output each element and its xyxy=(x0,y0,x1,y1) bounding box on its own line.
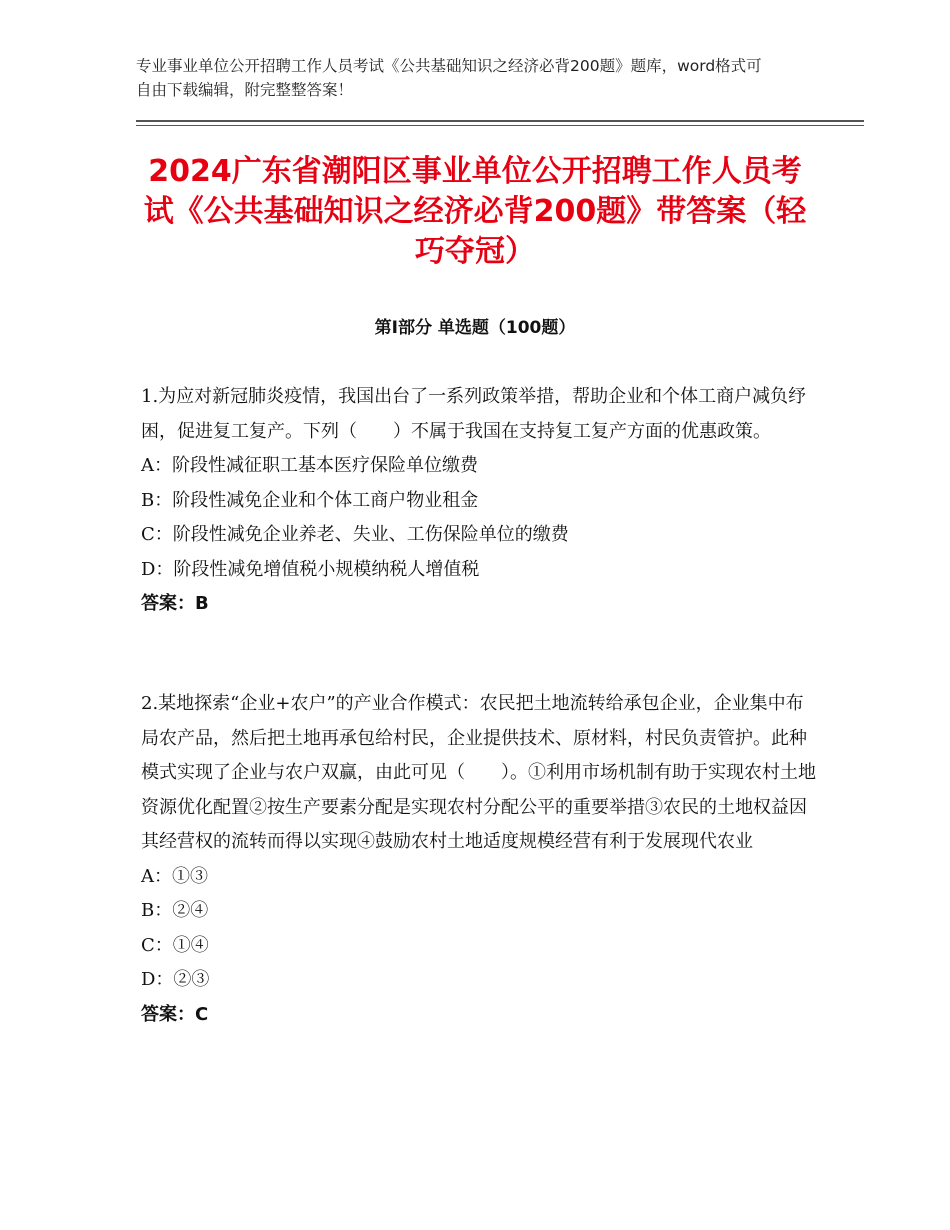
answer: 答案：C xyxy=(141,1003,209,1025)
option-d: D：②③ xyxy=(141,969,210,990)
section-title: 第Ⅰ部分 单选题（100题） xyxy=(374,318,576,338)
question-2 xyxy=(141,687,821,1032)
option-c: C：①④ xyxy=(141,934,209,956)
question-1 xyxy=(141,380,821,622)
header-rule-thick xyxy=(136,120,864,122)
document-title: 2024广东省潮阳区事业单位公开招聘工作人员考试《公共基础知识之经济必背200题》带答案（轻巧夺冠） xyxy=(143,154,807,269)
option-d: D：阶段性减免增值税小规模纳税人增值税 xyxy=(141,558,480,580)
answer: 答案：B xyxy=(141,593,209,614)
option-a: A：①③ xyxy=(141,865,208,887)
question-text: 2.某地探索“企业+农户”的产业合作模式：农民把土地流转给承包企业，企业集中布局农产品，然后把土地再承包给村民，企业提供技术、原材料，村民负责管护。此种模式实现了企业与农户双赢，由此可见（ ）。①利用市场机制有助于实现农村土地资源优化配置②按生产要素分配是实现农村分配公平的重要举措③农民的土地权益因其经营权的流转而得以实现④鼓励农村土地适度规模经营有利于发展现代农业 xyxy=(141,693,816,852)
option-b: B：阶段性减免企业和个体工商户物业租金 xyxy=(141,489,479,511)
header-rule-thin xyxy=(136,125,864,126)
option-a: A：阶段性减征职工基本医疗保险单位缴费 xyxy=(141,455,478,476)
header-note: 专业事业单位公开招聘工作人员考试《公共基础知识之经济必背200题》题库，word格式可自由下载编辑，附完整整答案！ xyxy=(136,57,762,99)
option-c: C：阶段性减免企业养老、失业、工伤保险单位的缴费 xyxy=(141,524,569,545)
option-b: B：②④ xyxy=(141,900,209,921)
question-text: 1.为应对新冠肺炎疫情，我国出台了一系列政策举措，帮助企业和个体工商户减负纾困，促进复工复产。下列（ ）不属于我国在支持复工复产方面的优惠政策。 xyxy=(141,386,807,442)
